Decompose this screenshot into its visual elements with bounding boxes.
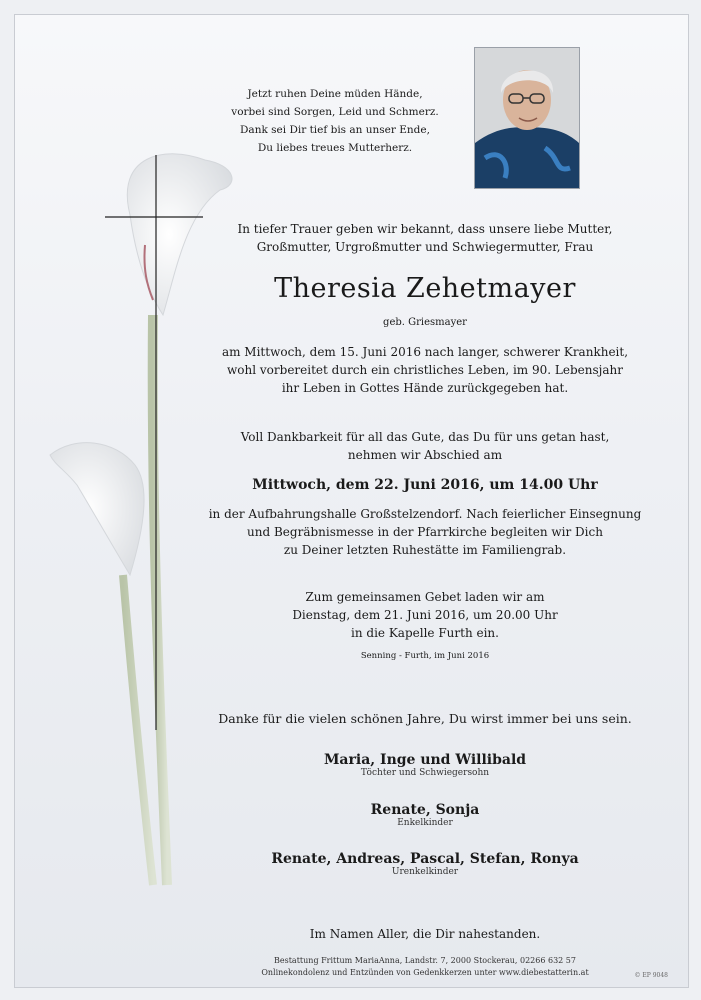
- intro-line: In tiefer Trauer geben wir bekannt, dass unsere liebe Mutter,: [237, 222, 613, 236]
- prayer-line: Zum gemeinsamen Gebet laden wir am: [305, 590, 545, 604]
- farewell-line: Voll Dankbarkeit für all das Gute, das Du für uns getan hast,: [240, 430, 610, 444]
- mourner-names: Renate, Sonja: [370, 802, 480, 818]
- mourner-relation: Enkelkinder: [397, 818, 453, 828]
- poem-line: vorbei sind Sorgen, Leid und Schmerz.: [231, 106, 439, 118]
- funeral-line: und Begräbnismesse in der Pfarrkirche begleiten wir Dich: [247, 525, 603, 539]
- poem-line: Dank sei Dir tief bis an unser Ende,: [240, 124, 430, 136]
- place-date: Senning - Furth, im Juni 2016: [360, 651, 490, 661]
- death-notice: [190, 343, 660, 397]
- mourner-names: Renate, Andreas, Pascal, Stefan, Ronya: [271, 851, 579, 867]
- funeral-line: in der Aufbahrungshalle Großstelzendorf. Nach feierlicher Einsegnung: [208, 507, 642, 521]
- calla-lily-illustration: [15, 15, 275, 987]
- prayer-line: Dienstag, dem 21. Juni 2016, um 20.00 Uhr: [292, 608, 558, 622]
- funeral-line: zu Deiner letzten Ruhestätte im Familiengrab.: [283, 543, 567, 557]
- death-line: am Mittwoch, dem 15. Juni 2016 nach langer, schwerer Krankheit,: [221, 345, 629, 359]
- poem-line: Jetzt ruhen Deine müden Hände,: [247, 88, 423, 100]
- footer: [190, 955, 660, 979]
- mourner-relation: Urenkelkinder: [391, 867, 459, 877]
- mourner-group: [190, 851, 660, 877]
- prayer-line: in die Kapelle Furth ein.: [351, 626, 499, 640]
- mourner-group: [190, 752, 660, 778]
- copyright-credit: © EP 9048: [634, 972, 668, 979]
- prayer-notice: [190, 588, 660, 642]
- funeral-date: Mittwoch, dem 22. Juni 2016, um 14.00 Uhr: [252, 477, 598, 493]
- parte-page: [14, 14, 689, 988]
- mourner-names: Maria, Inge und Willibald: [323, 752, 527, 768]
- portrait-photo: [474, 47, 580, 189]
- farewell-intro: [190, 428, 660, 464]
- funeral-details: [190, 505, 660, 559]
- footer-line: Onlinekondolenz und Entzünden von Gedenkkerzen unter www.diebestatterin.at: [261, 968, 589, 977]
- mourner-group: [190, 802, 660, 828]
- intro: [190, 220, 660, 256]
- birth-name: geb. Griesmayer: [383, 317, 467, 328]
- intro-line: Großmutter, Urgroßmutter und Schwiegermutter, Frau: [256, 240, 594, 254]
- farewell-line: nehmen wir Abschied am: [347, 448, 503, 462]
- closing-line: Im Namen Aller, die Dir nahestanden.: [309, 927, 541, 941]
- death-line: ihr Leben in Gottes Hände zurückgegeben hat.: [281, 381, 569, 395]
- poem-line: Du liebes treues Mutterherz.: [257, 142, 413, 154]
- mourner-relation: Töchter und Schwiegersohn: [360, 768, 490, 778]
- footer-line: Bestattung Frittum MariaAnna, Landstr. 7, 2000 Stockerau, 02266 632 57: [274, 956, 576, 965]
- thanks-line: Danke für die vielen schönen Jahre, Du wirst immer bei uns sein.: [218, 711, 632, 726]
- death-line: wohl vorbereitet durch ein christliches Leben, im 90. Lebensjahr: [227, 363, 623, 377]
- deceased-name: Theresia Zehetmayer: [274, 273, 576, 304]
- poem: [225, 85, 445, 157]
